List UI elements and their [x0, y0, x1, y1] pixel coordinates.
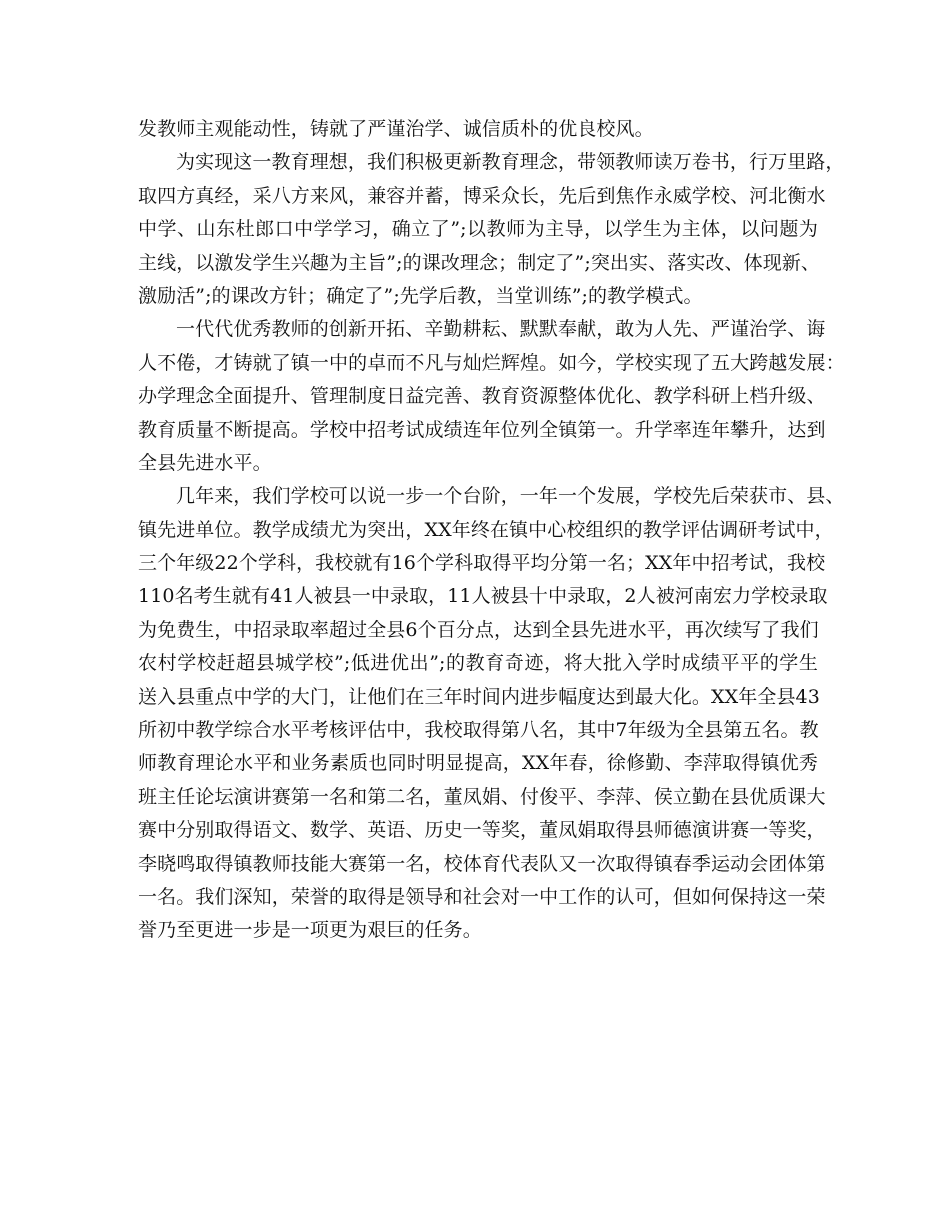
text-line: 送入县重点中学的大门，让他们在三年时间内进步幅度达到最大化。XX年全县43	[138, 685, 820, 708]
text-line: 一名。我们深知，荣誉的取得是领导和社会对一中工作的认可，但如何保持这一荣	[138, 885, 826, 908]
text-line: 李晓鸣取得镇教师技能大赛第一名，校体育代表队又一次取得镇春季运动会团体第	[138, 852, 826, 875]
text-line: 所初中教学综合水平考核评估中，我校取得第八名，其中7年级为全县第五名。教	[138, 719, 819, 742]
text-line: 办学理念全面提升、管理制度日益完善、教育资源整体优化、教学科研上档升级、	[138, 385, 826, 408]
text-line: 激励活”;的课改方针；确定了”;先学后教，当堂训练”;的教学模式。	[138, 284, 703, 307]
document-body	[138, 113, 845, 948]
text-line: 镇先进单位。教学成绩尤为突出，XX年终在镇中心校组织的教学评估调研考试中，	[138, 518, 834, 541]
paragraph	[138, 146, 845, 313]
text-line: 全县先进水平。	[138, 451, 272, 474]
paragraph	[138, 480, 845, 947]
text-line: 为免费生，中招录取率超过全县6个百分点，达到全县先进水平，再次续写了我们	[138, 618, 819, 641]
text-line: 几年来，我们学校可以说一步一个台阶，一年一个发展，学校先后荣获市、县、	[176, 485, 845, 508]
text-line: 人不倦，才铸就了镇一中的卓而不凡与灿烂辉煌。如今，学校实现了五大跨越发展：	[138, 351, 845, 374]
text-line: 发教师主观能动性，铸就了严谨治学、诚信质朴的优良校风。	[138, 118, 654, 140]
paragraph	[138, 113, 818, 146]
text-line: 班主任论坛演讲赛第一名和第二名，董凤娟、付俊平、李萍、侯立勤在县优质课大	[138, 785, 826, 808]
text-line: 取四方真经，采八方来风，兼容并蓄，博采众长，先后到焦作永威学校、河北衡水	[138, 184, 826, 207]
text-line: 110名考生就有41人被县一中录取，11人被县十中录取，2人被河南宏力学校录取	[138, 585, 828, 608]
text-line: 农村学校赶超县城学校”;低进优出”;的教育奇迹，将大批入学时成绩平平的学生	[138, 652, 818, 675]
text-line: 师教育理论水平和业务素质也同时明显提高，XX年春，徐修勤、李萍取得镇优秀	[138, 752, 818, 775]
text-line: 教育质量不断提高。学校中招考试成绩连年位列全镇第一。升学率连年攀升，达到	[138, 418, 826, 441]
text-line: 一代代优秀教师的创新开拓、辛勤耕耘、默默奉献，敢为人先、严谨治学、诲	[176, 318, 826, 341]
text-line: 为实现这一教育理想，我们积极更新教育理念，带领教师读万卷书，行万里路，	[176, 151, 845, 174]
text-line: 三个年级22个学科，我校就有16个学科取得平均分第一名；XX年中招考试，我校	[138, 552, 826, 575]
text-line: 主线，以激发学生兴趣为主旨”;的课改理念；制定了”;突出实、落实改、体现新、	[138, 251, 821, 274]
text-line: 中学、山东杜郎口中学学习，确立了”;以教师为主导，以学生为主体，以问题为	[138, 218, 818, 241]
text-line: 誉乃至更进一步是一项更为艰巨的任务。	[138, 919, 482, 942]
paragraph	[138, 313, 845, 480]
text-line: 赛中分别取得语文、数学、英语、历史一等奖，董凤娟取得县师德演讲赛一等奖，	[138, 819, 826, 842]
